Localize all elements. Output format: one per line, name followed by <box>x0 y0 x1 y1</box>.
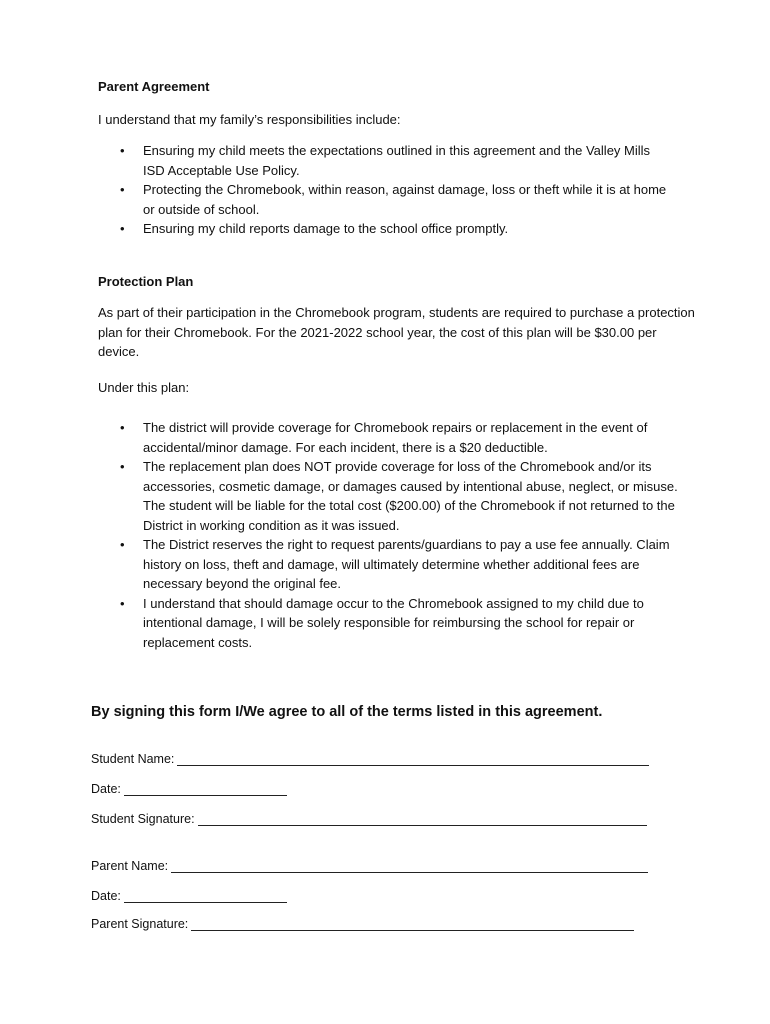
protection-plan-heading: Protection Plan <box>98 274 194 289</box>
parent-name-line[interactable] <box>171 859 648 873</box>
student-name-line[interactable] <box>177 752 649 766</box>
parent-signature-line[interactable] <box>191 917 634 931</box>
protection-plan-paragraph: As part of their participation in the Chromebook program, students are required to purchase a protection plan for their Chromebook. For the 2021-2022 school year, the cost of this plan will be $30.00 per device. <box>98 305 695 359</box>
parent-signature-field[interactable] <box>91 917 634 931</box>
parent-date-field[interactable] <box>91 889 287 903</box>
parent-signature-label: Parent Signature: <box>91 917 189 931</box>
list-item: • The District reserves the right to request parents/guardians to pay a use fee annually. Claim history on loss, theft and damage, will ultimately determine whether additional fees are necessary beyond the original fee. <box>98 535 693 594</box>
list-item: • Ensuring my child reports damage to the school office promptly. <box>98 219 668 239</box>
list-item: • Ensuring my child meets the expectations outlined in this agreement and the Valley Mills ISD Acceptable Use Policy. <box>98 141 668 180</box>
student-signature-field[interactable] <box>91 812 647 826</box>
protection-plan-list <box>98 418 693 652</box>
list-item: • Protecting the Chromebook, within reason, against damage, loss or theft while it is at home or outside of school. <box>98 180 668 219</box>
parent-date-line[interactable] <box>124 889 287 903</box>
parent-agreement-intro: I understand that my family’s responsibilities include: <box>98 112 401 127</box>
parent-agreement-list <box>98 141 668 239</box>
parent-date-label: Date: <box>91 889 121 903</box>
parent-name-label: Parent Name: <box>91 859 169 873</box>
list-item: • The replacement plan does NOT provide coverage for loss of the Chromebook and/or its accessories, cosmetic damage, or damages caused by intentional abuse, neglect, or misuse. The student will be liable for the total cost ($200.00) of the Chromebook if not returned to the District in working condition as it was issued. <box>98 457 693 535</box>
student-date-label: Date: <box>91 782 121 796</box>
student-name-label: Student Name: <box>91 752 175 766</box>
student-signature-line[interactable] <box>198 812 647 826</box>
student-date-field[interactable] <box>91 782 287 796</box>
student-name-field[interactable] <box>91 752 649 766</box>
parent-agreement-heading: Parent Agreement <box>98 79 210 94</box>
list-item: • I understand that should damage occur to the Chromebook assigned to my child due to intentional damage, I will be solely responsible for reimbursing the school for repair or replacement costs. <box>98 594 693 653</box>
agreement-statement: By signing this form I/We agree to all of the terms listed in this agreement. <box>91 704 603 720</box>
under-this-plan: Under this plan: <box>98 380 190 395</box>
parent-name-field[interactable] <box>91 859 648 873</box>
list-item: • The district will provide coverage for Chromebook repairs or replacement in the event of accidental/minor damage. For each incident, there is a $20 deductible. <box>98 418 693 457</box>
student-signature-label: Student Signature: <box>91 812 195 826</box>
student-date-line[interactable] <box>124 782 287 796</box>
